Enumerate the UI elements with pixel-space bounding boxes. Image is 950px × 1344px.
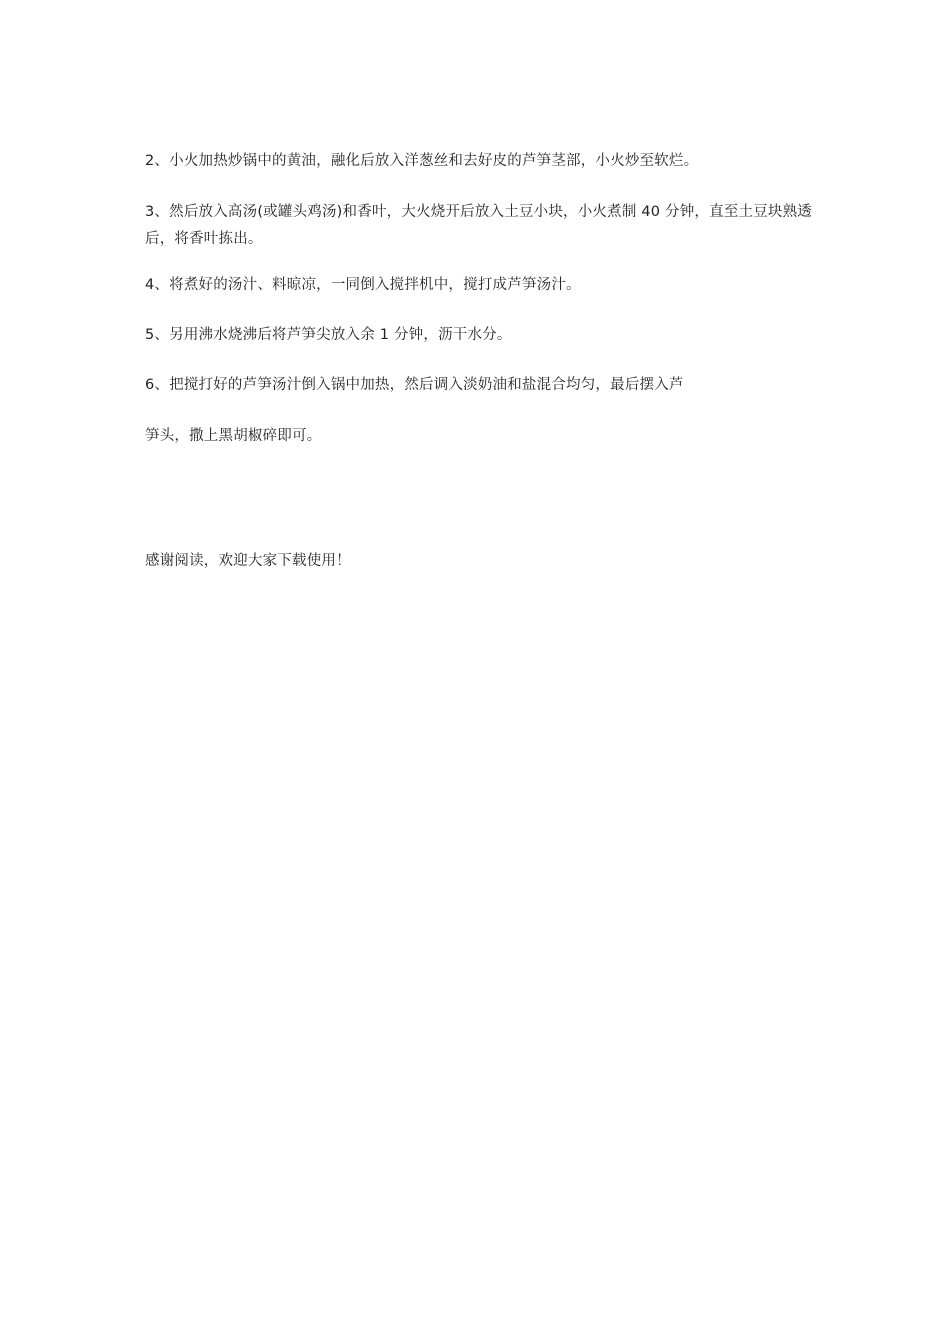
- step-4-text: 4、将煮好的汤汁、料晾凉，一同倒入搅拌机中，搅打成芦笋汤汁。: [145, 277, 581, 293]
- step-6-continuation-text: 笋头，撒上黑胡椒碎即可。: [145, 428, 322, 444]
- step-5-text: 5、另用沸水烧沸后将芦笋尖放入余 1 分钟，沥干水分。: [145, 327, 512, 343]
- step-2-text: 2、小火加热炒锅中的黄油，融化后放入洋葱丝和去好皮的芦笋茎部，小火炒至软烂。: [145, 153, 699, 169]
- step-3-text: 3、然后放入高汤(或罐头鸡汤)和香叶，大火烧开后放入土豆小块，小火煮制 40 分钟，直至土豆块熟透后，将香叶拣出。: [145, 204, 813, 247]
- closing-text: 感谢阅读，欢迎大家下载使用！: [145, 553, 351, 569]
- step-6-text: 6、把搅打好的芦笋汤汁倒入锅中加热，然后调入淡奶油和盐混合均匀，最后摆入芦: [145, 377, 684, 393]
